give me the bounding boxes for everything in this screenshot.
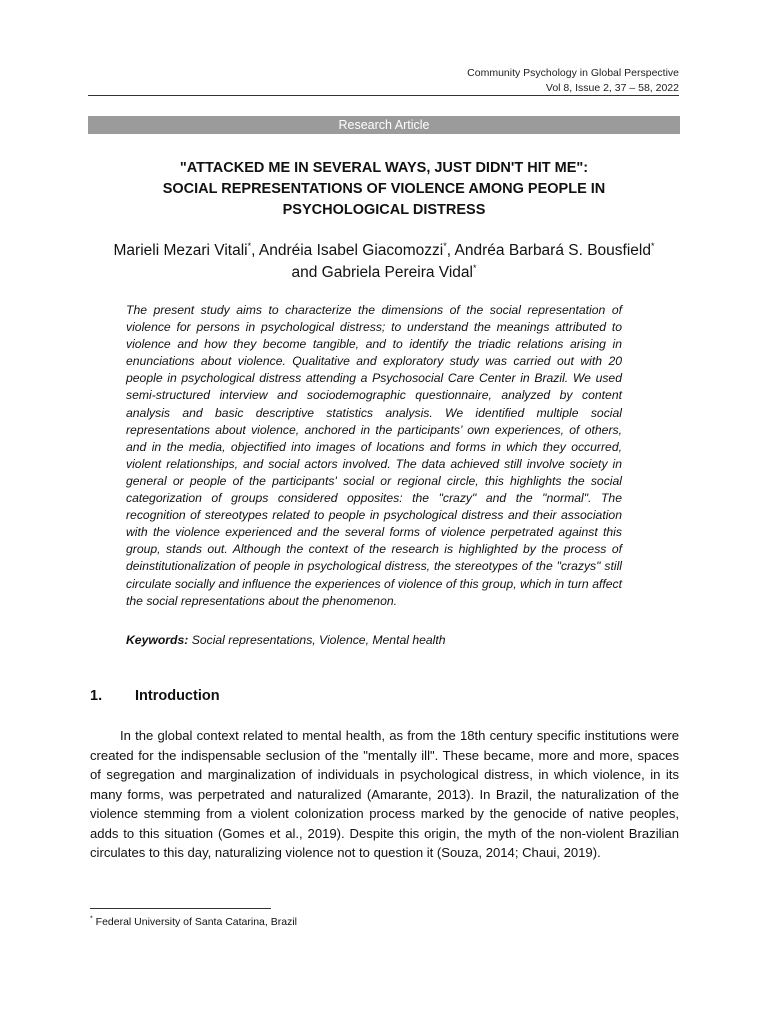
article-type-banner: Research Article xyxy=(88,116,680,134)
author-name: Gabriela Pereira Vidal xyxy=(321,264,473,281)
section-title: Introduction xyxy=(135,688,220,704)
affiliation-mark: * xyxy=(473,262,477,273)
keywords xyxy=(126,632,622,649)
affiliation-mark: * xyxy=(443,240,447,251)
journal-name: Community Psychology in Global Perspective xyxy=(467,67,679,79)
author-separator: , xyxy=(446,242,455,259)
title-line: PSYCHOLOGICAL DISTRESS xyxy=(282,202,486,218)
body-text xyxy=(90,726,679,863)
running-header xyxy=(467,66,679,96)
footnote xyxy=(90,915,297,930)
author-name: Marieli Mezari Vitali xyxy=(113,242,248,259)
author-separator: , xyxy=(251,242,259,259)
footnote-text: Federal University of Santa Catarina, Brazil xyxy=(92,916,297,928)
footnote-divider xyxy=(90,908,271,909)
keywords-label: Keywords: xyxy=(126,633,189,647)
affiliation-mark: * xyxy=(650,240,655,251)
section-heading xyxy=(90,686,220,706)
article-title xyxy=(88,158,680,221)
keywords-list: Social representations, Violence, Mental health xyxy=(188,633,446,647)
author-name: Andréia Isabel Giacomozzi xyxy=(258,242,444,259)
author-conjunction: and xyxy=(291,264,322,281)
author-list xyxy=(100,240,668,284)
section-number: 1. xyxy=(90,688,103,704)
footnote-mark: * xyxy=(90,915,93,923)
abstract: The present study aims to characterize the dimensions of the social representation of violence for persons in psychological distress; to understand the meanings attributed to violence and how they become tangible, and to identify the triadic relations arising in enunciations about violence. Qualitative and exploratory study was carried out with 20 people in psychological distress attending a Psychosocial Care Center in Brazil. We used semi-structured interview and sociodemographic questionnaire, analyzed by content analysis and basic descriptive statistics analysis. We identified multiple social representations about violence, anchored in the participants’ own experiences, of others, and in the media, objectified into images of locations and forms in which they occurred, violent relationships, and social actors involved. The data achieved still involve society in general or people of the participants' social or regional circle, this highlights the social categorization of groups considered opposites: the "crazy" and the "normal". The recognition of stereotypes related to people in psychological distress and their association with the violence experienced and the several forms of violence perpetrated against this group, stands out. Although the context of the research is highlighted by the process of deinstitutionalization of people in psychological distress, the stereotypes of the "crazys" still circulate socially and influence the experiences of violence of this group, which in turn affect the social representations about the phenomenon. xyxy=(126,303,622,608)
author-name: Andréa Barbará S. Bousfield xyxy=(454,242,651,259)
paragraph: In the global context related to mental health, as from the 18th century specific institutions were created for the indispensable seclusion of the "mentally ill". These became, more and more, spaces of segregation and marginalization of individuals in psychological distress, in which violence, in its many forms, was perpetrated and naturalized (Amarante, 2013). In Brazil, the naturalization of the violence stemming from a violent colonization process marked by the genocide of native peoples, adds to this situation (Gomes et al., 2019). Despite this origin, the myth of the non-violent Brazilian circulates to this day, naturalizing violence not to question it (Souza, 2014; Chaui, 2019). xyxy=(90,728,679,860)
issue-info: Vol 8, Issue 2, 37 – 58, 2022 xyxy=(545,82,679,94)
title-line: "ATTACKED ME IN SEVERAL WAYS, JUST DIDN'T HIT ME": xyxy=(179,160,589,176)
header-divider xyxy=(88,95,679,96)
affiliation-mark: * xyxy=(247,240,252,251)
title-line: SOCIAL REPRESENTATIONS OF VIOLENCE AMONG PEOPLE IN xyxy=(162,181,606,197)
